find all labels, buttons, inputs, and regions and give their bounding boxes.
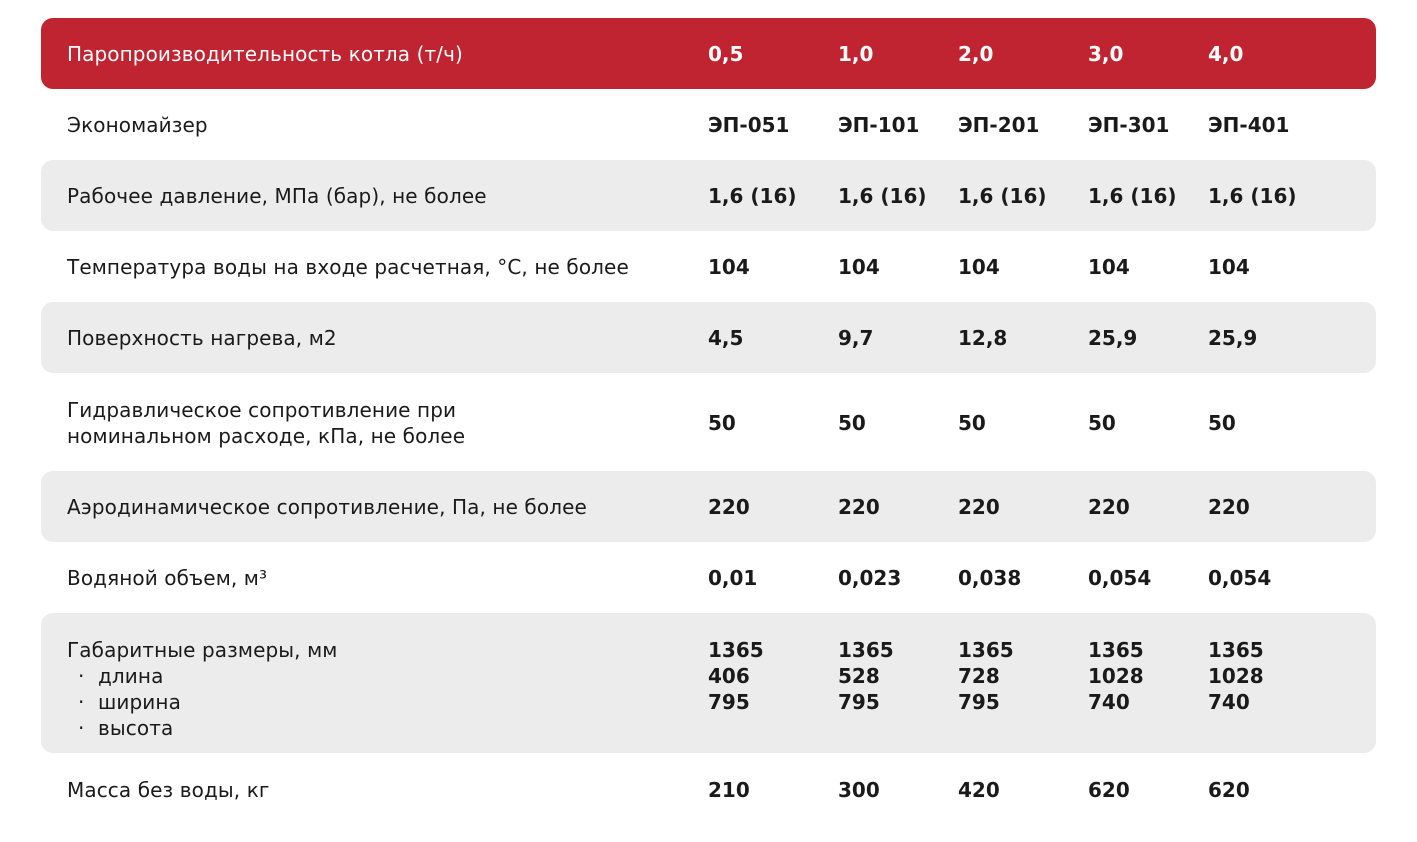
- row-label: Температура воды на входе расчетная, °С, не более: [67, 255, 629, 279]
- row-value: 104: [708, 255, 750, 279]
- dimensions-title: Габаритные размеры, мм: [67, 638, 338, 662]
- table-row: [41, 373, 1376, 471]
- row-value: [1088, 637, 1144, 715]
- row-value: [838, 637, 894, 715]
- row-value: 620: [1208, 778, 1250, 802]
- row-value: 25,9: [1088, 326, 1138, 350]
- header-value: 1,0: [838, 42, 874, 66]
- row-value: 104: [838, 255, 880, 279]
- bullet-icon: ·: [78, 716, 85, 740]
- row-value: 0,023: [838, 566, 902, 590]
- row-value: 1,6 (16): [1088, 184, 1177, 208]
- dimension-value: 795: [708, 690, 750, 714]
- dimension-value: 740: [1088, 690, 1130, 714]
- sub-label-text: высота: [98, 716, 174, 740]
- row-label: Рабочее давление, МПа (бар), не более: [67, 184, 487, 208]
- sub-label-text: ширина: [98, 690, 181, 714]
- row-label: [67, 637, 337, 741]
- row-value: 300: [838, 778, 880, 802]
- dimension-value: 1365: [1088, 638, 1144, 662]
- row-value: 50: [1208, 411, 1236, 435]
- row-value: 220: [958, 495, 1000, 519]
- row-label: Аэродинамическое сопротивление, Па, не более: [67, 495, 587, 519]
- dimension-value: 1365: [708, 638, 764, 662]
- row-value: ЭП-051: [708, 113, 790, 137]
- row-value: 0,054: [1088, 566, 1152, 590]
- row-value: 0,038: [958, 566, 1022, 590]
- sub-label-item: [67, 715, 337, 741]
- row-label: [67, 397, 465, 449]
- row-label-line: номинальном расходе, кПа, не более: [67, 424, 466, 448]
- row-label: Экономайзер: [67, 113, 208, 137]
- row-value: 50: [958, 411, 986, 435]
- row-label: Поверхность нагрева, м2: [67, 326, 337, 350]
- table-row: [41, 542, 1376, 613]
- sub-label-item: [67, 663, 337, 689]
- table-row: [41, 471, 1376, 542]
- dimension-value: 795: [958, 690, 1000, 714]
- row-value: 50: [1088, 411, 1116, 435]
- row-value: 1,6 (16): [708, 184, 797, 208]
- table-row: [41, 302, 1376, 373]
- row-value: 220: [1208, 495, 1250, 519]
- bullet-icon: ·: [78, 690, 85, 714]
- row-value: 210: [708, 778, 750, 802]
- table-row: [41, 160, 1376, 231]
- row-label: Масса без воды, кг: [67, 778, 270, 802]
- row-value: 104: [1208, 255, 1250, 279]
- table-row: [41, 753, 1376, 827]
- row-value: 0,01: [708, 566, 758, 590]
- header-value: 4,0: [1208, 42, 1244, 66]
- row-value: [958, 637, 1014, 715]
- row-value: ЭП-301: [1088, 113, 1170, 137]
- row-value: 420: [958, 778, 1000, 802]
- header-value: 2,0: [958, 42, 994, 66]
- dimension-value: 1365: [838, 638, 894, 662]
- table-row: [41, 89, 1376, 160]
- dimension-value: 1365: [958, 638, 1014, 662]
- row-value: 50: [838, 411, 866, 435]
- table-row: [41, 231, 1376, 302]
- specs-table: [41, 18, 1376, 827]
- header-label: Паропроизводительность котла (т/ч): [67, 42, 463, 66]
- row-value: [1208, 637, 1264, 715]
- row-value: 12,8: [958, 326, 1008, 350]
- row-value: 25,9: [1208, 326, 1258, 350]
- row-label: Водяной объем, м³: [67, 566, 268, 590]
- row-label-line: Гидравлическое сопротивление при: [67, 398, 457, 422]
- dimension-value: 1028: [1088, 664, 1144, 688]
- row-value: 9,7: [838, 326, 874, 350]
- header-value: 3,0: [1088, 42, 1124, 66]
- row-value: 1,6 (16): [1208, 184, 1297, 208]
- row-value: 50: [708, 411, 736, 435]
- dimension-value: 406: [708, 664, 750, 688]
- row-value: 4,5: [708, 326, 744, 350]
- row-value: 220: [838, 495, 880, 519]
- sub-label-item: [67, 689, 337, 715]
- header-value: 0,5: [708, 42, 744, 66]
- dimension-value: 740: [1208, 690, 1250, 714]
- row-value: 0,054: [1208, 566, 1272, 590]
- dimension-value: 528: [838, 664, 880, 688]
- row-value: ЭП-401: [1208, 113, 1290, 137]
- sub-label-text: длина: [98, 664, 164, 688]
- row-value: ЭП-201: [958, 113, 1040, 137]
- row-value: 1,6 (16): [838, 184, 927, 208]
- row-value: 220: [708, 495, 750, 519]
- row-value: 1,6 (16): [958, 184, 1047, 208]
- dimension-value: 795: [838, 690, 880, 714]
- row-value: 220: [1088, 495, 1130, 519]
- row-value: 104: [958, 255, 1000, 279]
- table-header-row: [41, 18, 1376, 89]
- dimension-value: 1365: [1208, 638, 1264, 662]
- row-value: [708, 637, 764, 715]
- bullet-icon: ·: [78, 664, 85, 688]
- row-value: 620: [1088, 778, 1130, 802]
- dimension-value: 1028: [1208, 664, 1264, 688]
- row-value: ЭП-101: [838, 113, 920, 137]
- dimension-value: 728: [958, 664, 1000, 688]
- table-row: [41, 613, 1376, 753]
- row-value: 104: [1088, 255, 1130, 279]
